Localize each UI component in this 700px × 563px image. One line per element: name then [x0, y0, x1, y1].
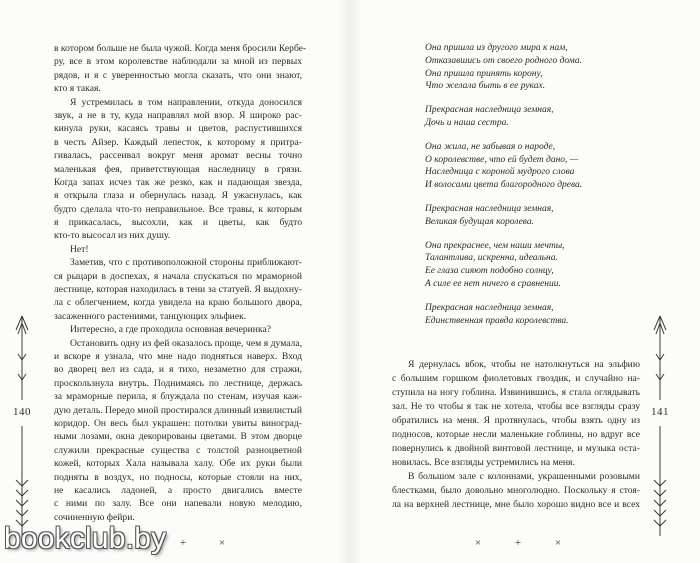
text-line: звук, а не в ту, куда направлял мой взор. Я широко рас- [54, 109, 302, 121]
page-number: 140 [13, 406, 31, 418]
text-line: кожей, которых Хала называла халу. Обе их руки были [54, 458, 302, 470]
text-line: повернулись к двойной винтовой лестнице, и музыка оста- [392, 443, 640, 454]
text-line: блестками, было довольно многолюдно. Поскольку я стоя- [392, 485, 640, 496]
text-line: ся рыцари в доспехах, я начала спускаться по мраморной [54, 270, 302, 282]
text-line: Я дернулась вбок, чтобы не натолкнуться на эльфию [408, 359, 640, 370]
poem-line: И волосами цвета благородного древа. [425, 180, 583, 191]
footer-ornament: + [179, 537, 187, 549]
arrow-ornament-icon [646, 314, 674, 539]
text-line: зал. Не то чтобы я так не хотела, чтобы все взгляды сразу [392, 401, 640, 412]
text-line: кинула руки, касаясь травы и цветов, распустившихся [54, 123, 302, 135]
poem-line: Единственная правда королевства. [425, 315, 569, 326]
poem-stanza [425, 141, 655, 192]
text-line: в котором больше не была чужой. Когда меня бросили Кербе- [54, 43, 307, 54]
footer-ornament: × [554, 537, 562, 549]
left-page-text [54, 42, 307, 524]
text-line: не касались ладоней, а просто двигались вместе [54, 484, 302, 496]
text-line: гивалась, рассеивал вокруг меня аромат весны точно [54, 150, 302, 162]
poem-stanza [425, 104, 655, 130]
poem-line: Прекрасная наследница земная, [425, 105, 554, 116]
right-page-text [392, 358, 640, 512]
text-line: с ними по залу. Все они напевали новую мелодию, [54, 498, 302, 510]
arrow-ornament-icon [8, 314, 36, 539]
text-line: проскользнула внутрь. Поднимаясь по лестнице, держась [54, 377, 302, 389]
text-line: В большом зале с колоннами, украшенными розовыми [408, 471, 640, 482]
right-page [350, 0, 700, 563]
text-line: и вскоре я узнала, что мне надо подняться наверх. Вход [54, 350, 302, 362]
text-line: служили прекрасные существа с толстой разноцветной [54, 444, 302, 456]
text-line: кто-то высосал из них душу. [54, 230, 171, 242]
poem-line: Отказавшись от своего родного дома. [425, 55, 582, 66]
paragraph [392, 358, 640, 470]
text-line: рядов, и я с уверенностью могла сказать, что они знают, [54, 69, 302, 81]
poem-line: А силе ее нет ничего в сравнении. [425, 278, 561, 289]
text-line: Остановить одну из фей оказалось проще, чем я думала, [70, 337, 302, 349]
poem-line: Прекрасная наследница земная, [425, 302, 554, 313]
paragraph [54, 323, 302, 336]
text-line: новилась. Все взгляды устремились на меня. [392, 457, 575, 468]
poem [425, 42, 655, 338]
text-line: ными лозами, окна декорированы цветами. В этом дворце [54, 431, 302, 443]
text-line: дую деталь. Передо мной простирался длинный извилистый [54, 404, 302, 416]
text-line: ру, все в этом королевстве наблюдали за мной из первых [54, 56, 302, 68]
paragraph [54, 243, 302, 256]
paragraph [54, 337, 302, 524]
poem-line: Прекрасная наследница земная, [425, 203, 554, 214]
text-line: кто я такая. [54, 83, 101, 95]
text-line: во дворец вел из сада, и я тихо, незаметно для стражи, [54, 364, 302, 376]
poem-line: Ее глаза сияют подобно солнцу, [425, 266, 554, 277]
paragraph [392, 470, 640, 512]
paragraph [54, 96, 302, 243]
text-line: с большим горшком фиолетовых гвоздик, и случайно на- [392, 373, 640, 384]
poem-line: Она жила, не забывая о народе, [425, 141, 556, 152]
poem-line: Дочь и наша сестра. [425, 117, 509, 128]
text-line: обратились на меня. Я протянулась, чтобы взять одну из [392, 415, 640, 426]
footer-ornament: + [514, 537, 522, 549]
poem-stanza [425, 203, 655, 229]
text-line: сочиненную фейри. [54, 511, 135, 523]
paragraph [54, 256, 302, 323]
poem-line: Наследница с короной мудрого слова [425, 167, 575, 178]
poem-line: Она пришла из другого мира к нам, [425, 43, 568, 53]
page-number: 141 [651, 406, 669, 418]
text-line: ла на верхней лестнице, мне было хорошо видно все и всех [392, 499, 640, 510]
text-line: Нет! [70, 243, 89, 255]
text-line: ступила на ногу гоблина. Извинившись, я стала оглядывать [392, 387, 640, 398]
paragraph [54, 42, 307, 96]
text-line: Я устремилась в том направлении, откуда доносился [70, 96, 302, 108]
poem-line: О королевстве, что ей будет дано, — [425, 154, 579, 165]
poem-line: Что желала быть в ее руках. [425, 81, 546, 92]
text-line: подняты в воздух, но подносы, которые стояли на них, [54, 471, 302, 483]
footer-ornament: × [474, 537, 482, 549]
poem-stanza [425, 240, 655, 291]
text-line: Когда запах исчез так же резко, как и падающая звезда, [54, 176, 302, 188]
text-line: Интересно, а где проходила основная вечеринка? [70, 324, 271, 336]
text-line: маленькая фея, приветствующая наследницу в грязи. [54, 163, 302, 175]
text-line: я прикасалась, высохли, как и цветы, как будто [54, 217, 302, 229]
text-line: засаженного растениями, танцующих эльфиек. [54, 310, 247, 322]
poem-line: Она прекраснее, чем наши мечты, [425, 240, 565, 251]
poem-stanza [425, 302, 655, 328]
text-line: лестнице, которая находилась в тени за статуей. Я выдохну- [54, 284, 302, 296]
poem-line: Она пришла принять корону, [425, 68, 543, 79]
text-line: подносов, которые несли маленькие гоблины, но вдруг все [392, 429, 640, 440]
text-line: Заметив, что с противоположной стороны приближают- [70, 257, 302, 269]
poem-line: Великая будущая королева. [425, 216, 534, 227]
text-line: ла с облегчением, когда увидела на краю большого двора, [54, 297, 302, 309]
text-line: коридор. Он весь был украшен: потолки увиты виноград- [54, 417, 302, 429]
watermark: bookclub.by [4, 522, 167, 555]
poem-line: Талантлива, искренна, идеальна. [425, 253, 558, 264]
footer-ornament: × [218, 537, 226, 549]
poem-stanza [425, 42, 655, 93]
text-line: будто сделала что-то неправильное. Все травы, к которым [54, 203, 302, 215]
text-line: я открыла глаза и обернулась назад. Я ужаснулась, как [54, 190, 302, 202]
text-line: в честь Айзер. Каждый лепесток, к которому я притра- [54, 136, 302, 148]
text-line: за мраморные перила, я блуждала по стенам, изучая каж- [54, 391, 302, 403]
